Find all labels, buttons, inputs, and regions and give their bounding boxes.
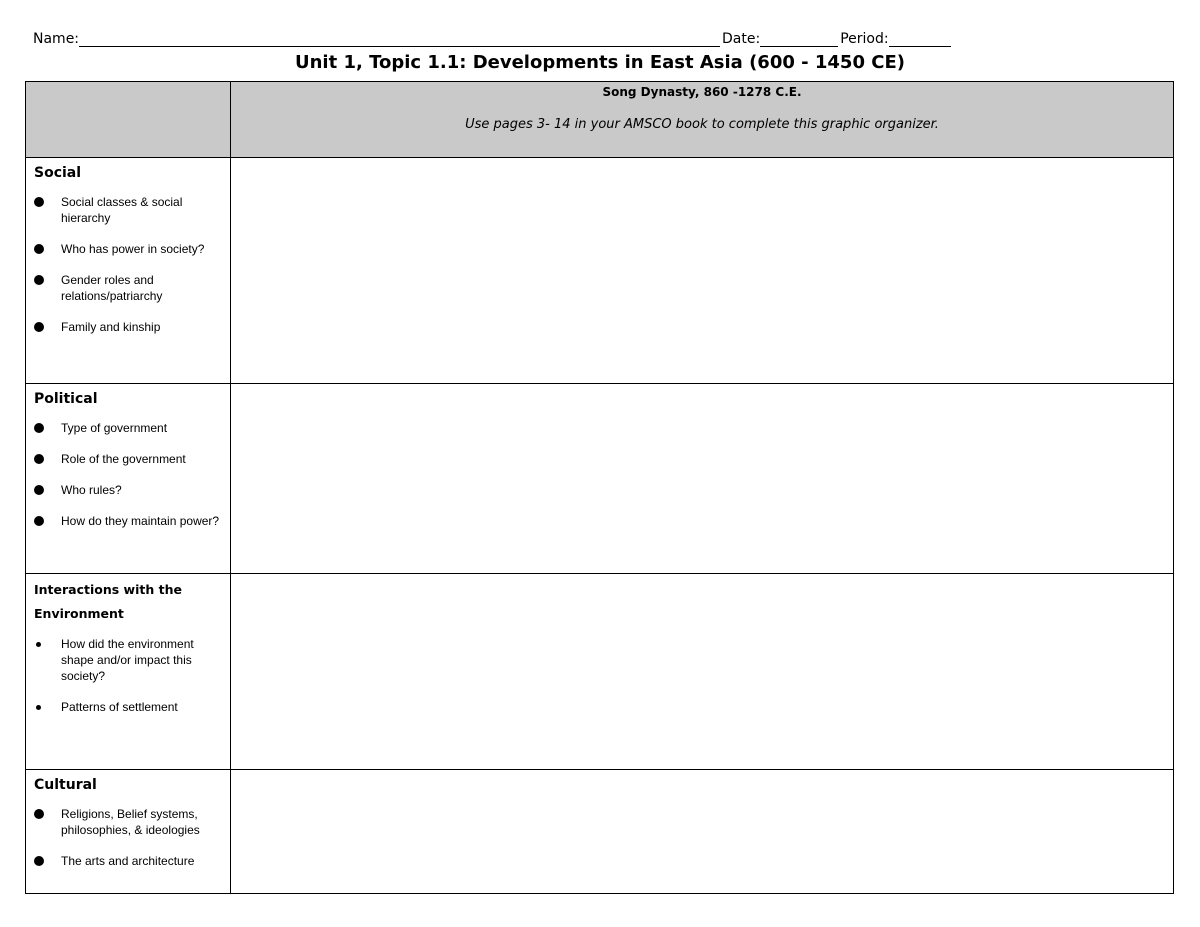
graphic-organizer-table <box>25 81 1174 894</box>
bullet-icon <box>34 197 44 207</box>
political-prompts <box>26 420 230 529</box>
social-prompts <box>26 194 230 335</box>
date-blank[interactable] <box>760 30 838 47</box>
bullet-icon <box>36 642 41 647</box>
table-row-environment <box>26 574 1174 770</box>
social-answer-cell[interactable] <box>231 158 1174 384</box>
list-item: How do they maintain power? <box>26 513 230 529</box>
list-item: Who has power in society? <box>26 241 230 257</box>
list-item: Role of the government <box>26 451 230 467</box>
environment-prompts <box>26 636 230 715</box>
political-answer-cell[interactable] <box>231 384 1174 574</box>
bullet-icon <box>34 454 44 464</box>
environment-label-cell <box>26 574 231 770</box>
list-item: How did the environment shape and/or impact this society? <box>26 636 230 684</box>
list-item: Family and kinship <box>26 319 230 335</box>
bullet-icon <box>34 856 44 866</box>
period-blank[interactable] <box>889 30 951 47</box>
list-item: Religions, Belief systems, philosophies, & ideologies <box>26 806 230 838</box>
social-label-cell <box>26 158 231 384</box>
cultural-label-cell <box>26 770 231 894</box>
bullet-icon <box>34 275 44 285</box>
bullet-icon <box>34 516 44 526</box>
header-cell <box>231 82 1174 158</box>
environment-answer-cell[interactable] <box>231 574 1174 770</box>
table-header-row <box>26 82 1174 158</box>
bullet-icon <box>34 423 44 433</box>
table-row-political <box>26 384 1174 574</box>
page-title: Unit 1, Topic 1.1: Developments in East Asia (600 - 1450 CE) <box>295 52 905 73</box>
bullet-icon <box>34 485 44 495</box>
header-corner-cell <box>26 82 231 158</box>
table-row-cultural <box>26 770 1174 894</box>
dynasty-heading: Song Dynasty, 860 -1278 C.E. <box>602 85 802 99</box>
instructions-text: Use pages 3- 14 in your AMSCO book to complete this graphic organizer. <box>465 117 939 132</box>
list-item: Who rules? <box>26 482 230 498</box>
list-item: The arts and architecture <box>26 853 230 869</box>
cultural-title: Cultural <box>34 777 97 793</box>
bullet-icon <box>34 809 44 819</box>
period-label: Period: <box>840 31 889 47</box>
bullet-icon <box>34 244 44 254</box>
bullet-icon <box>36 705 41 710</box>
name-blank[interactable] <box>79 30 720 47</box>
cultural-prompts <box>26 806 230 869</box>
name-label: Name: <box>33 31 80 47</box>
list-item: Social classes & social hierarchy <box>26 194 230 226</box>
political-label-cell <box>26 384 231 574</box>
date-label: Date: <box>722 31 761 47</box>
social-title: Social <box>34 165 82 181</box>
student-info-line <box>33 30 953 47</box>
table-row-social <box>26 158 1174 384</box>
environment-title: Interactions with the Environment <box>34 582 182 621</box>
political-title: Political <box>34 391 98 407</box>
cultural-answer-cell[interactable] <box>231 770 1174 894</box>
list-item: Patterns of settlement <box>26 699 230 715</box>
list-item: Type of government <box>26 420 230 436</box>
list-item: Gender roles and relations/patriarchy <box>26 272 230 304</box>
bullet-icon <box>34 322 44 332</box>
